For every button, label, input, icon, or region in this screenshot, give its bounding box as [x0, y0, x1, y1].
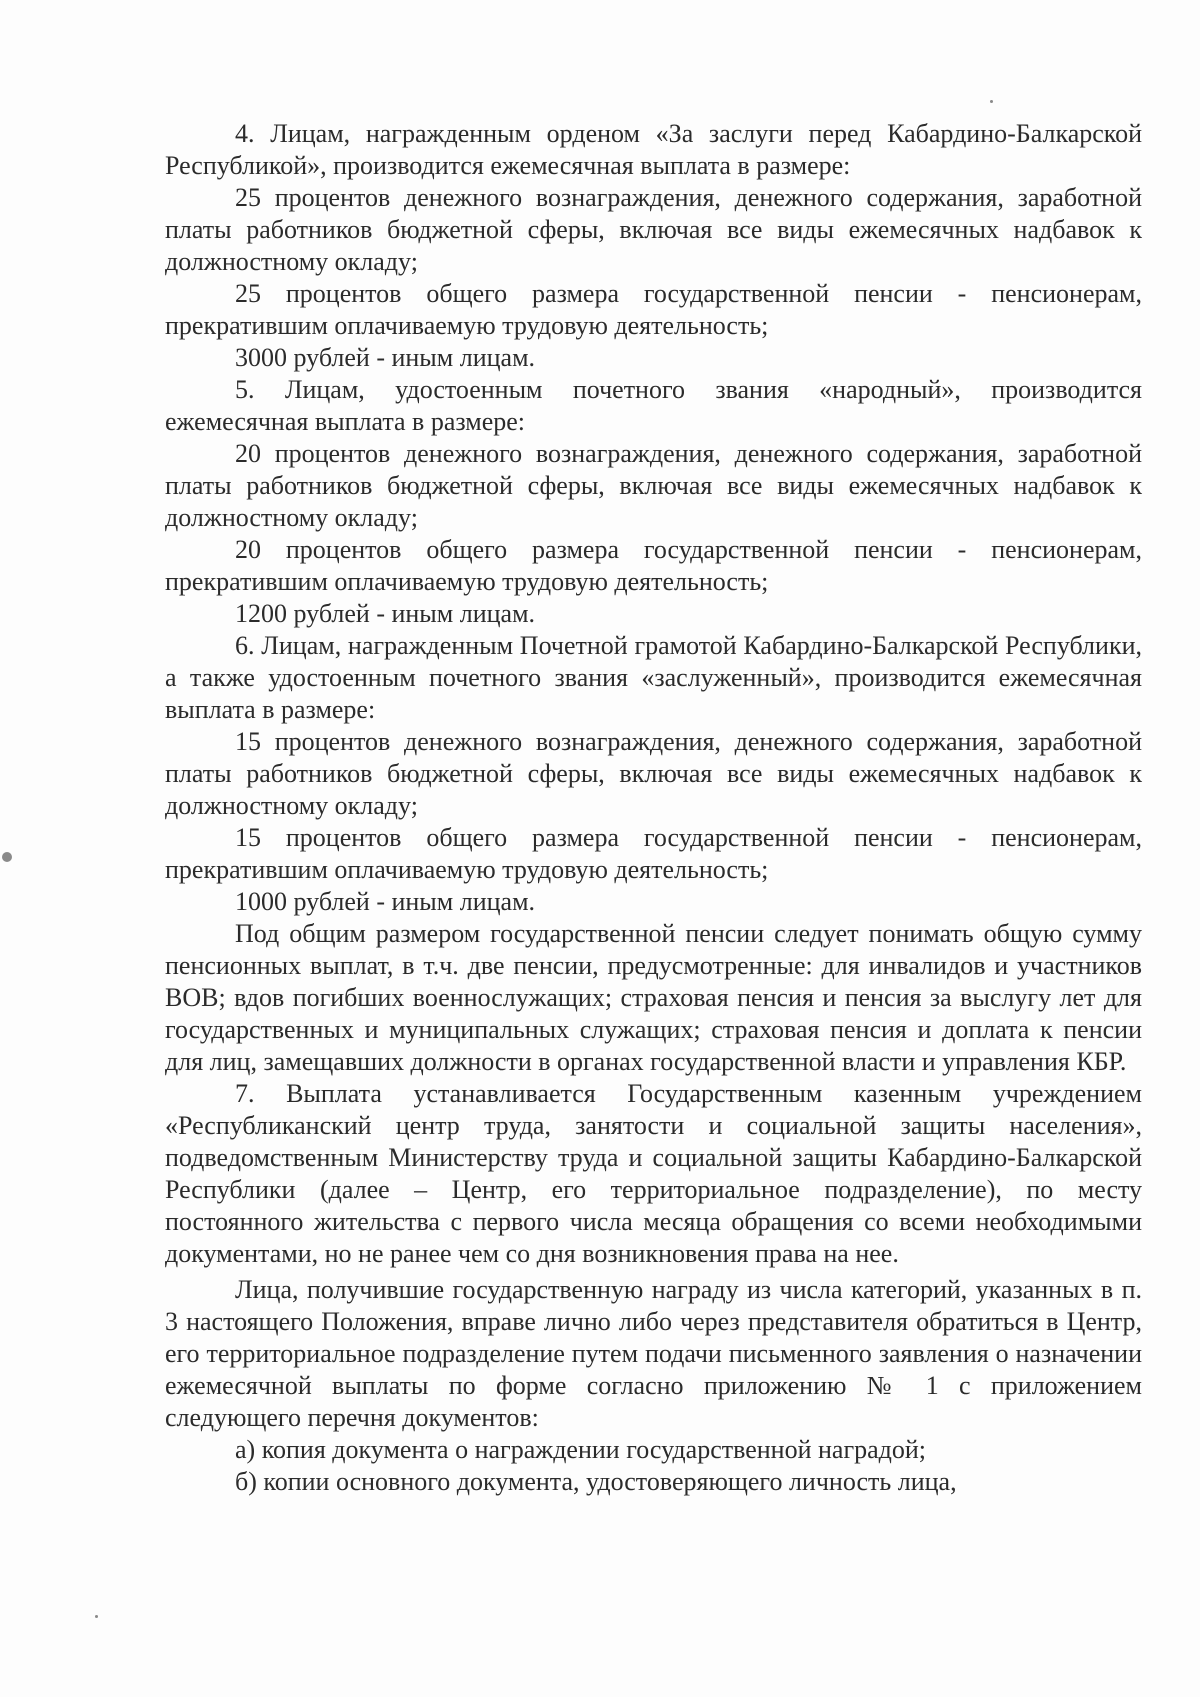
paragraph-pension-definition: Под общим размером государственной пенсии следует понимать общую сумму пенсионных выплат, в т.ч. две пенсии, предусмотренные: для инвалидов и участников ВОВ; вдов погибших военнослужащих; страховая пенсия и пенсия за выслугу лет для государственных и муниципальных служащих; страховая пенсия и доплата к пенсии для лиц, замещавших должности в органах государственной власти и управления КБР. [165, 919, 1142, 1076]
paragraph-list-a: а) копия документа о награждении государственной наградой; [235, 1435, 927, 1464]
scan-dot [95, 1615, 98, 1618]
paragraph-1000-rubles: 1000 рублей - иным лицам. [235, 887, 536, 916]
paragraph-15-percent-pension: 15 процентов общего размера государственной пенсии - пенсионерам, прекратившим оплачиваемую трудовую деятельность; [165, 823, 1142, 884]
paragraph-item-6: 6. Лицам, награжденным Почетной грамотой Кабардино-Балкарской Республики, а также удостоенным почетного звания «заслуженный», производится ежемесячная выплата в размере: [165, 631, 1142, 724]
paragraph-item-4: 4. Лицам, награжденным орденом «За заслуги перед Кабардино-Балкарской Республикой», производится ежемесячная выплата в размере: [165, 119, 1142, 180]
paragraph-item-7: 7. Выплата устанавливается Государственным казенным учреждением «Республиканский центр труда, занятости и социальной защиты населения», подведомственным Министерству труда и социальной защиты Кабардино-Балкарской Республики (далее – Центр, его территориальное подразделение), по месту постоянного жительства с первого числа месяца обращения со всеми необходимыми документами, но не ранее чем со дня возникновения права на нее. [165, 1079, 1142, 1268]
paragraph-3000-rubles: 3000 рублей - иным лицам. [235, 343, 536, 372]
paragraph-item-5: 5. Лицам, удостоенным почетного звания «народный», производится ежемесячная выплата в размере: [165, 375, 1142, 436]
paragraph-20-percent-salary: 20 процентов денежного вознаграждения, денежного содержания, заработной платы работников бюджетной сферы, включая все виды ежемесячных надбавок к должностному окладу; [165, 439, 1142, 532]
paragraph-25-percent-salary: 25 процентов денежного вознаграждения, денежного содержания, заработной платы работников бюджетной сферы, включая все виды ежемесячных надбавок к должностному окладу; [165, 183, 1142, 276]
paragraph-25-percent-pension: 25 процентов общего размера государственной пенсии - пенсионерам, прекратившим оплачиваемую трудовую деятельность; [165, 279, 1142, 340]
paragraph-1200-rubles: 1200 рублей - иным лицам. [235, 599, 536, 628]
document-body [165, 118, 1142, 1498]
scan-dot [990, 100, 993, 103]
paragraph-application: Лица, получившие государственную награду из числа категорий, указанных в п. 3 настоящего Положения, вправе лично либо через представителя обратиться в Центр, его территориальное подразделение путем подачи письменного заявления о назначении ежемесячной выплаты по форме согласно приложению № 1 с приложением следующего перечня документов: [165, 1275, 1142, 1432]
scan-speck [2, 852, 12, 862]
paragraph-20-percent-pension: 20 процентов общего размера государственной пенсии - пенсионерам, прекратившим оплачиваемую трудовую деятельность; [165, 535, 1142, 596]
paragraph-15-percent-salary: 15 процентов денежного вознаграждения, денежного содержания, заработной платы работников бюджетной сферы, включая все виды ежемесячных надбавок к должностному окладу; [165, 727, 1142, 820]
paragraph-list-b: б) копии основного документа, удостоверяющего личность лица, [235, 1467, 957, 1496]
